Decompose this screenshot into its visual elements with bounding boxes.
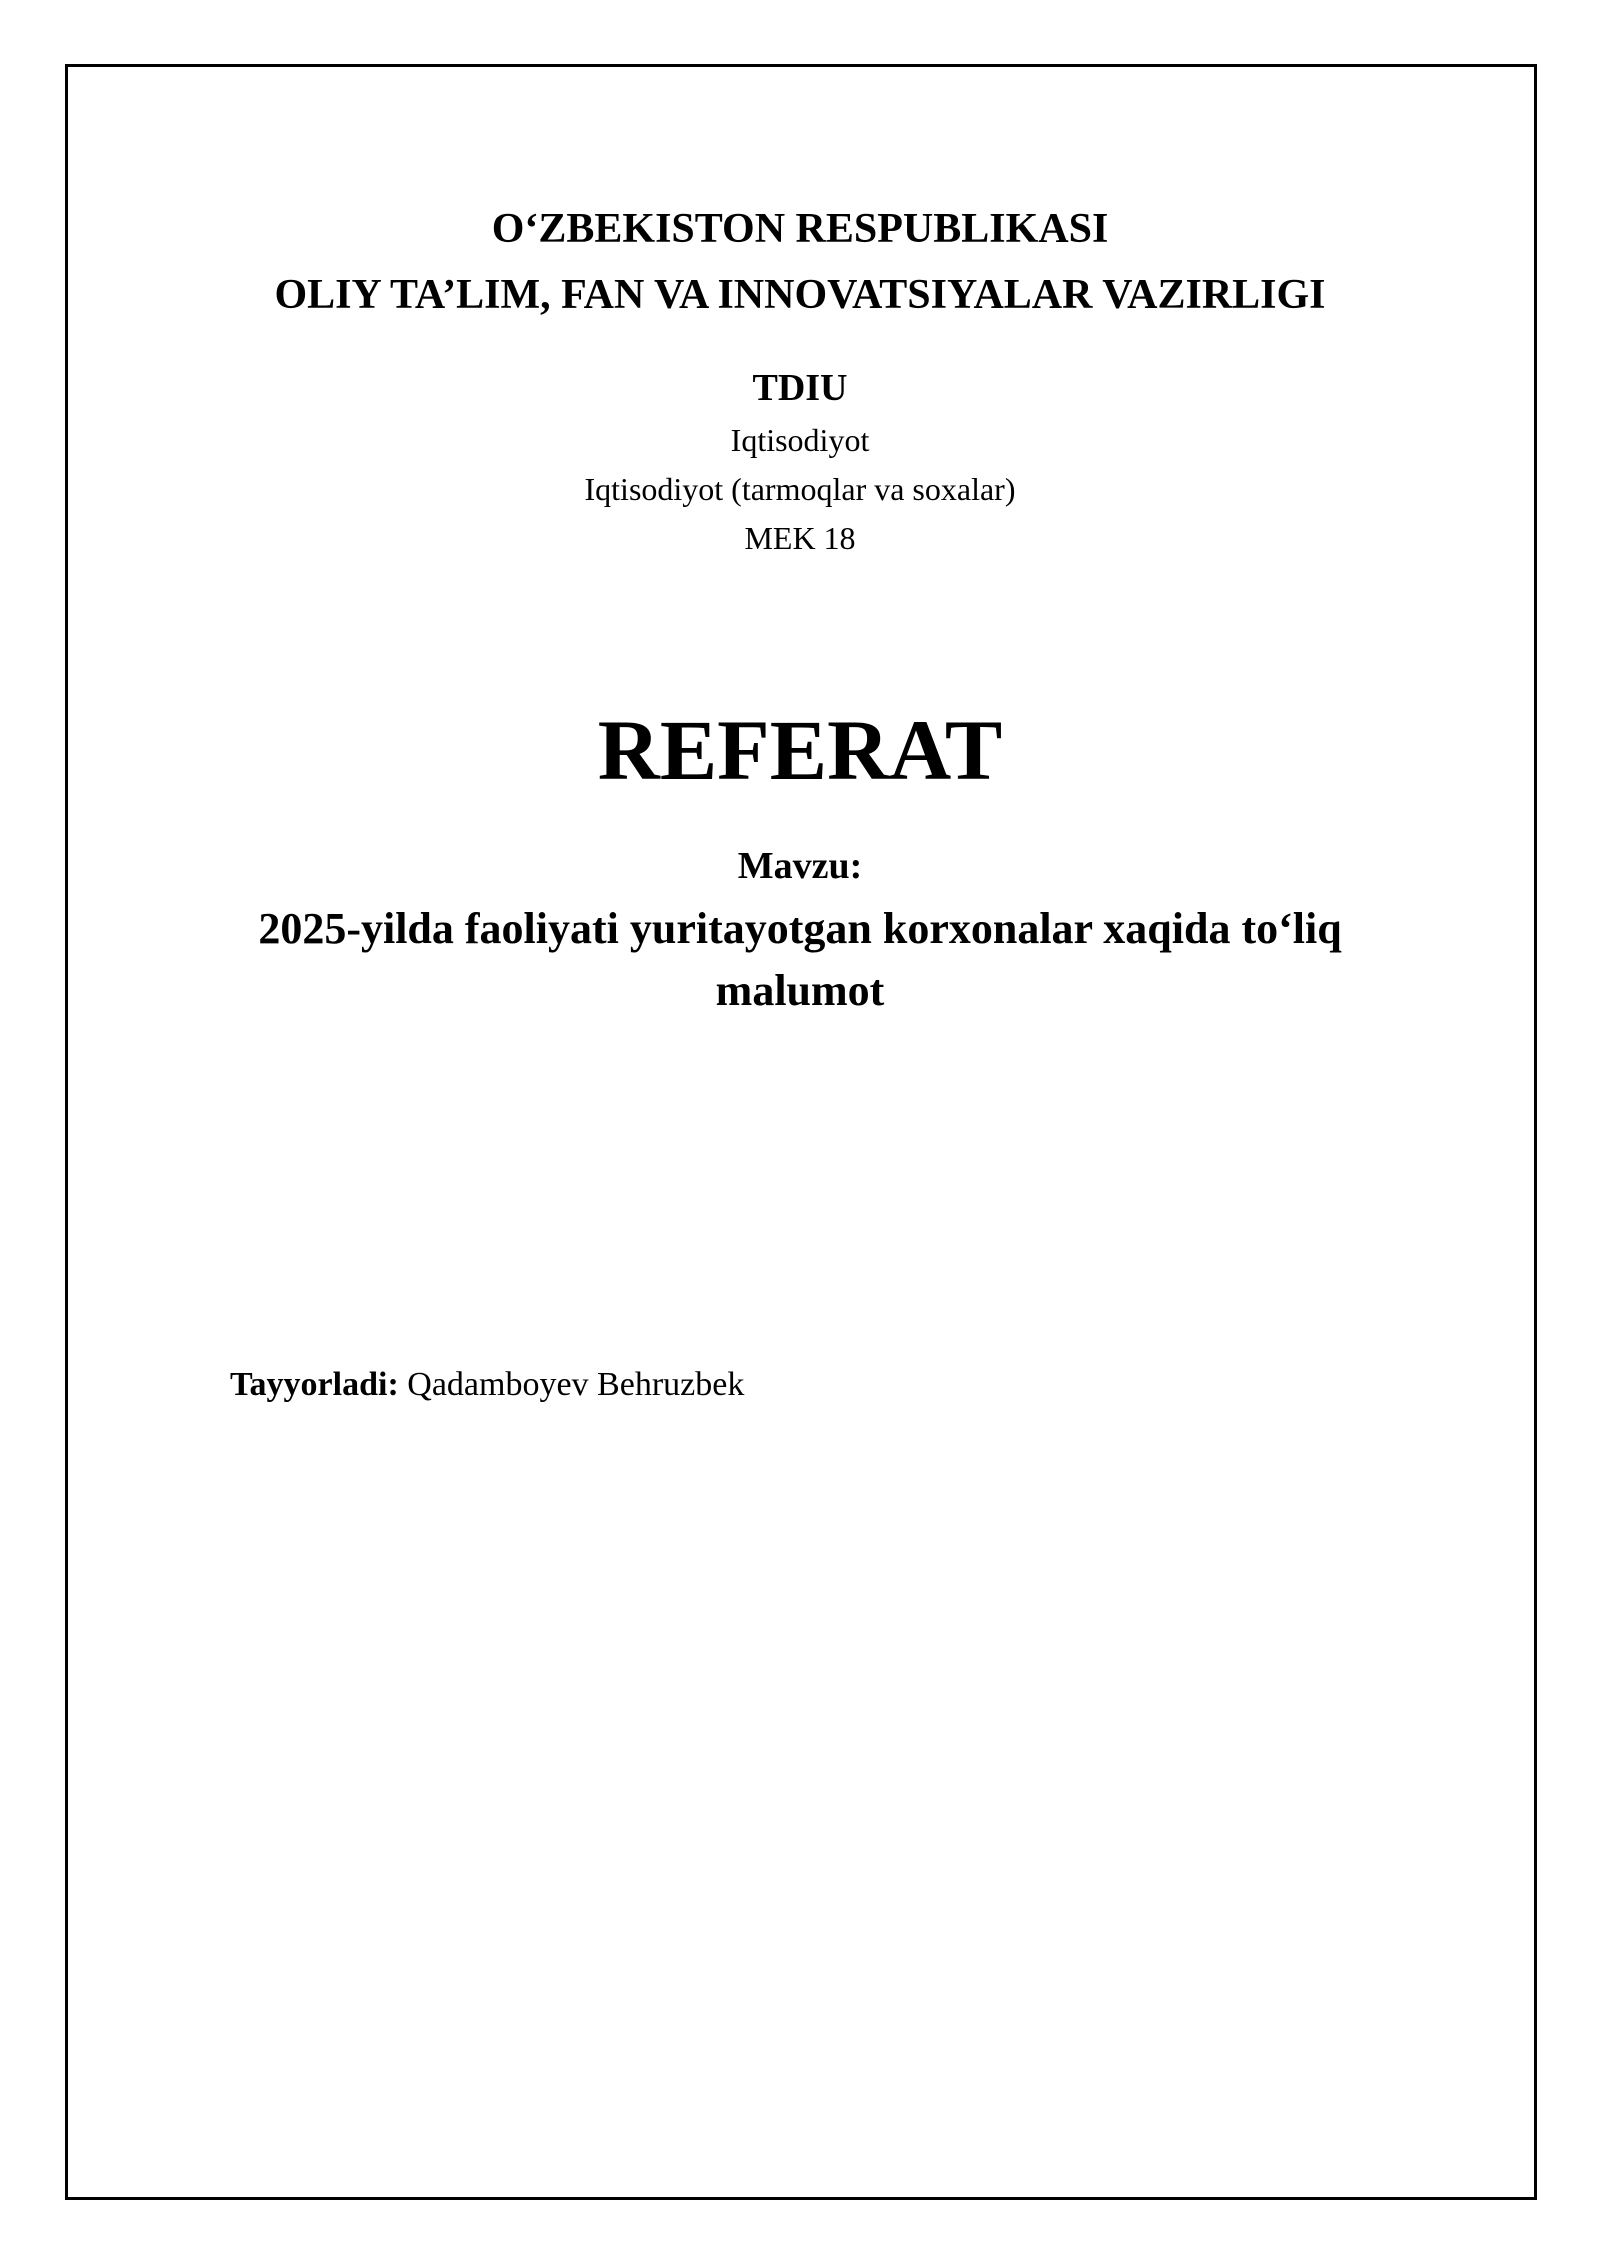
university-name: TDIU bbox=[752, 367, 848, 409]
topic-label: Mavzu: bbox=[737, 845, 863, 887]
ministry-line-2: OLIY TA’LIM, FAN VA INNOVATSIYALAR VAZIRLIGI bbox=[274, 272, 1326, 318]
group-name: MEK 18 bbox=[744, 520, 856, 556]
direction-name: Iqtisodiyot (tarmoqlar va soxalar) bbox=[584, 471, 1016, 507]
ministry-header bbox=[0, 196, 1600, 328]
faculty-name: Iqtisodiyot bbox=[730, 422, 870, 458]
author-label: Tayyorladi: bbox=[230, 1366, 399, 1403]
topic-title-line-2: malumot bbox=[715, 966, 885, 1015]
topic-title-line-1: 2025-yilda faoliyati yuritayotgan korxonalar xaqida to‘liq bbox=[258, 904, 1342, 953]
ministry-line-1: O‘ZBEKISTON RESPUBLIKASI bbox=[491, 206, 1109, 252]
topic-title bbox=[0, 898, 1600, 1022]
author-line bbox=[230, 1360, 744, 1410]
document-type-title: REFERAT bbox=[597, 702, 1003, 798]
author-name: Qadamboyev Behruzbek bbox=[407, 1366, 745, 1403]
